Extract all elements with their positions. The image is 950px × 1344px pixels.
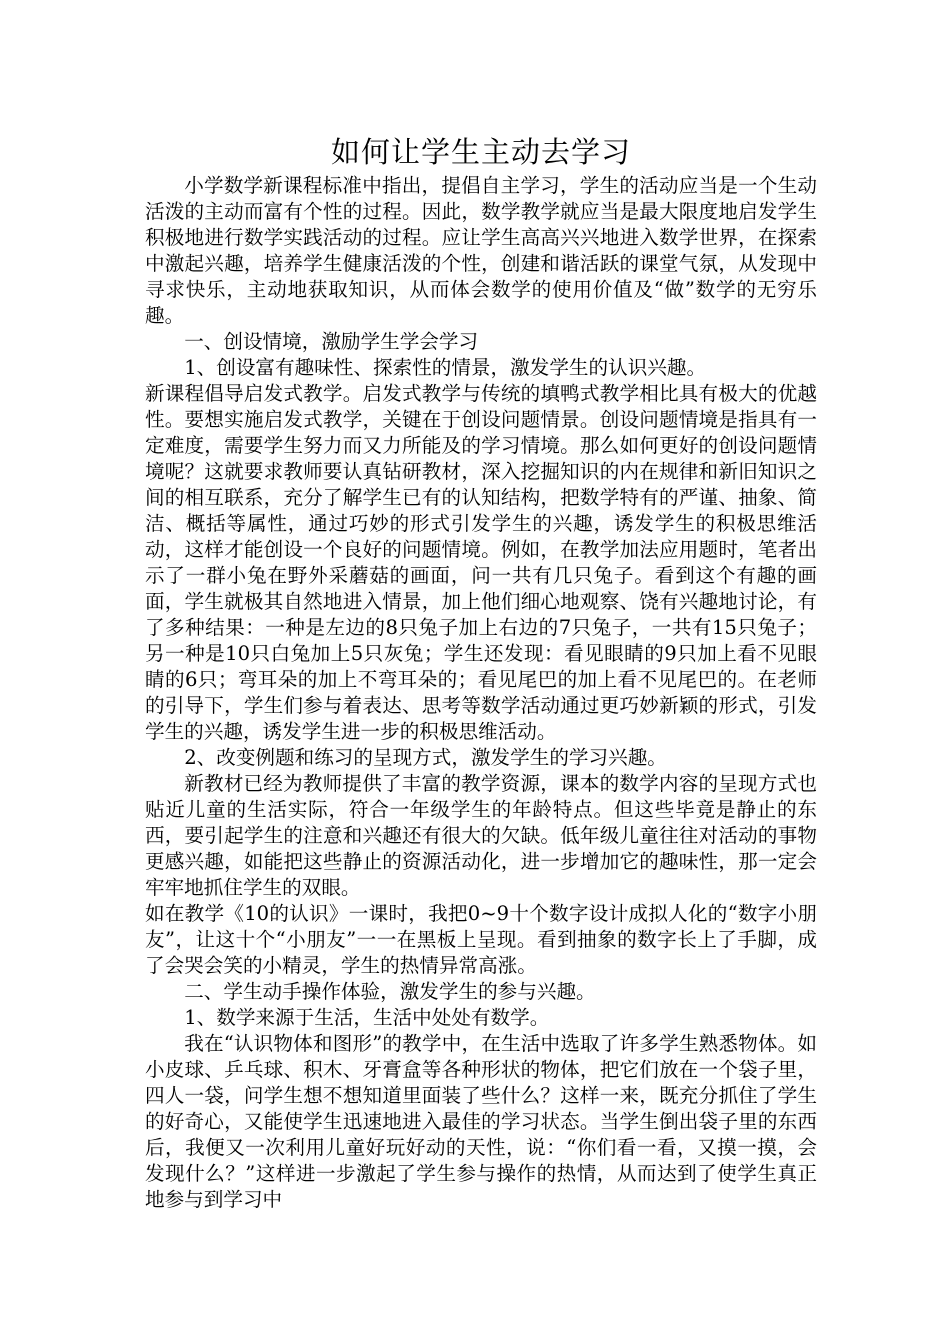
paragraph-intro: 小学数学新课程标准中指出，提倡自主学习，学生的活动应当是一个生动活泼的主动而富有个性的过程。因此，数学教学就应当是最大限度地启发学生积极地进行数学实践活动的过程。应让学生高高兴兴地进入数学世界，在探索中激起兴趣，培养学生健康活泼的个性，创建和谐活跃的课堂气氛，从发现中寻求快乐，主动地获取知识，从而体会数学的使用价值及“做”数学的无穷乐趣。: [145, 174, 817, 327]
subheading-1-1: 1、创设富有趣味性、探索性的情景，激发学生的认识兴趣。: [184, 356, 707, 379]
document-page: [145, 132, 817, 1213]
document-title: 如何让学生主动去学习: [330, 135, 631, 169]
paragraph-1-2-body: 新教材已经为教师提供了丰富的教学资源，课本的数学内容的呈现方式也贴近儿童的生活实际，符合一年级学生的年龄特点。但这些毕竟是静止的东西，要引起学生的注意和兴趣还有很大的欠缺。低年级儿童往往对活动的事物更感兴趣，如能把这些静止的资源活动化，进一步增加它的趣味性，那一定会牢牢地抓住学生的双眼。: [145, 772, 817, 899]
subheading-1-2: 2、改变例题和练习的呈现方式，激发学生的学习兴趣。: [184, 746, 667, 769]
paragraph-2-1-body: 我在“认识物体和图形”的教学中，在生活中选取了许多学生熟悉物体。如小皮球、乒乓球、积木、牙膏盒等各种形状的物体，把它们放在一个袋子里，四人一袋，问学生想不想知道里面装了些什么？这样一来，既充分抓住了学生的好奇心，又能使学生迅速地进入最佳的学习状态。当学生倒出袋子里的东西后，我便又一次利用儿童好玩好动的天性，说：“你们看一看，又摸一摸，会发现什么？”这样进一步激起了学生参与操作的热情，从而达到了使学生真正地参与到学习中: [145, 1032, 817, 1211]
heading-section-2: 二、学生动手操作体验，激发学生的参与兴趣。: [184, 980, 596, 1003]
heading-section-1: 一、创设情境，激励学生学会学习: [184, 330, 479, 353]
paragraph-1-2-example: 如在教学《10的认识》一课时，我把0~9十个数字设计成拟人化的“数字小朋友”，让这十个“小朋友”一一在黑板上呈现。看到抽象的数字长上了手脚，成了会哭会笑的小精灵，学生的热情异常高涨。: [145, 902, 817, 977]
paragraph-1-1-body: 新课程倡导启发式教学。启发式教学与传统的填鸭式教学相比具有极大的优越性。要想实施启发式教学，关键在于创设问题情景。创设问题情境是指具有一定难度，需要学生努力而又力所能及的学习情境。那么如何更好的创设问题情境呢？这就要求教师要认真钻研教材，深入挖掘知识的内在规律和新旧知识之间的相互联系，充分了解学生已有的认知结构，把数学特有的严谨、抽象、简洁、概括等属性，通过巧妙的形式引发学生的兴趣，诱发学生的积极思维活动，这样才能创设一个良好的问题情境。例如，在教学加法应用题时，笔者出示了一群小兔在野外采蘑菇的画面，问一共有几只兔子。看到这个有趣的画面，学生就极其自然地进入情景，加上他们细心地观察、饶有兴趣地讨论，有了多种结果：一种是左边的8只兔子加上右边的7只兔子，一共有15只兔子；另一种是10只白兔加上5只灰兔；学生还发现：看见眼睛的9只加上看不见眼睛的6只；弯耳朵的加上不弯耳朵的；看见尾巴的加上看不见尾巴的。在老师的引导下，学生们参与着表达、思考等数学活动通过更巧妙新颖的形式，引发学生的兴趣，诱发学生进一步的积极思维活动。: [145, 382, 817, 743]
subheading-2-1: 1、数学来源于生活，生活中处处有数学。: [184, 1006, 550, 1029]
